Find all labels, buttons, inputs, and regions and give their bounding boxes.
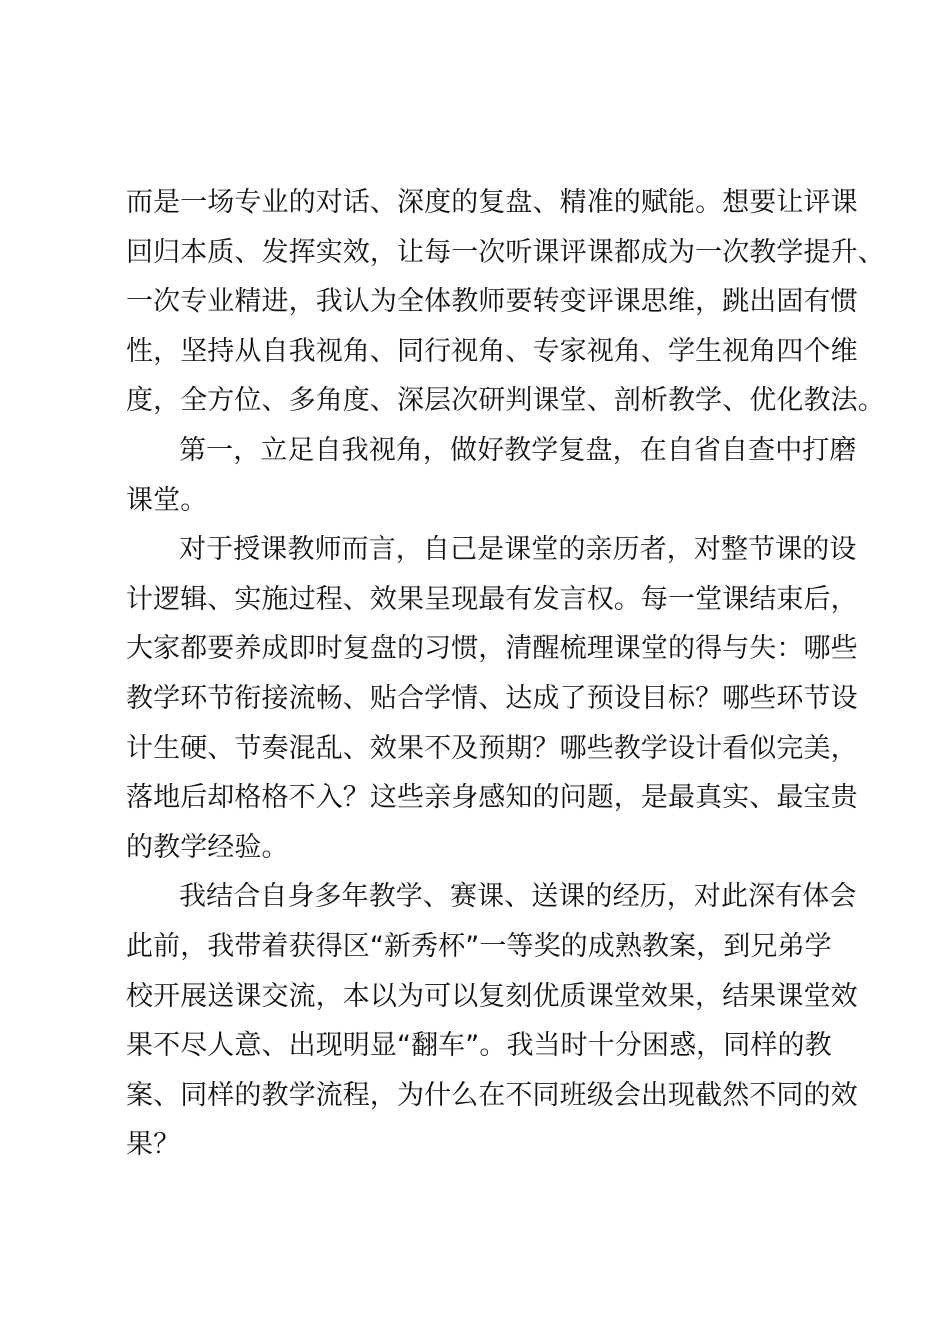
- text-line: 果不尽人意、出现明显“翻车”。我当时十分困惑，同样的教: [126, 1030, 832, 1062]
- text-line: 计生硬、节奏混乱、效果不及预期？哪些教学设计看似完美，: [126, 732, 858, 764]
- text-line: 案、同样的教学流程，为什么在不同班级会出现截然不同的效: [126, 1079, 858, 1111]
- document-body: [126, 178, 885, 1170]
- text-line: 度，全方位、多角度、深层次研判课堂、剖析教学、优化教法。: [126, 385, 885, 417]
- text-line: 落地后却格格不入？这些亲身感知的问题，是最真实、最宝贵: [126, 782, 858, 814]
- text-line: 此前，我带着获得区“新秀杯”一等奖的成熟教案，到兄弟学: [126, 930, 832, 962]
- text-line: 校开展送课交流，本以为可以复刻优质课堂效果，结果课堂效: [126, 980, 858, 1012]
- text-line: 果？: [126, 1129, 181, 1161]
- text-line: 大家都要养成即时复盘的习惯，清醒梳理课堂的得与失：哪些: [126, 633, 858, 665]
- text-line: 课堂。: [126, 484, 208, 516]
- text-line: 性，坚持从自我视角、同行视角、专家视角、学生视角四个维: [126, 335, 858, 367]
- text-line: 回归本质、发挥实效，让每一次听课评课都成为一次教学提升、: [126, 236, 885, 268]
- text-line: 计逻辑、实施过程、效果呈现最有发言权。每一堂课结束后，: [126, 583, 858, 615]
- text-line: 一次专业精进，我认为全体教师要转变评课思维，跳出固有惯: [126, 286, 858, 318]
- text-line: 我结合自身多年教学、赛课、送课的经历，对此深有体会: [179, 881, 857, 913]
- text-line: 对于授课教师而言，自己是课堂的亲历者，对整节课的设: [179, 534, 857, 566]
- text-line: 教学环节衔接流畅、贴合学情、达成了预设目标？哪些环节设: [126, 682, 858, 714]
- text-line: 的教学经验。: [126, 831, 289, 863]
- text-line: 第一，立足自我视角，做好教学复盘，在自省自查中打磨: [179, 434, 857, 466]
- text-line: 而是一场专业的对话、深度的复盘、精准的赋能。想要让评课: [126, 187, 858, 218]
